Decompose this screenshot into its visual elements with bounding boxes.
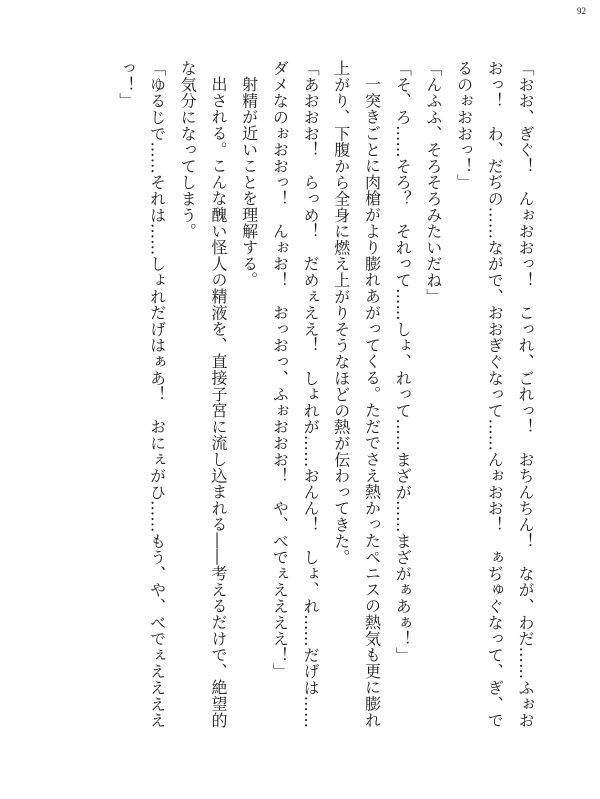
paragraph-dialogue: 「んふふ、そろそろみたいだね」 — [423, 60, 443, 305]
paragraph-narration: 出される。こんな醜い怪人の精液を、直接子宮に流し込まれる――考えるだけで、絶望的な気分になってしまう。 — [178, 60, 228, 728]
vertical-text-body — [70, 60, 540, 740]
page-number: 92 — [577, 6, 586, 16]
paragraph-dialogue: 「おお、ぎぐ！ んぉおおっ！ こっれ、ごれっ！ おちんちん！ なが、わだ……ふぉおおっ！ わ、だぢの……ながで、おおぎぐなって……んぉおお！ ぁぢゅぐなって、ぎ、でるのぉおおっ！」 — [454, 60, 535, 729]
paragraph-dialogue: 「あおおお！ らっめ！ だめぇええ！ しょれが……おんん！ しょ、れ……だげは……ダメなのぉおおっ！ んぉお！ おっおっ、ふぉおおお！ や、べでぇええええ！」 — [270, 60, 321, 729]
paragraph-dialogue: 「ゆるじで……それは……しょれだげはぁあ！ おにぇがひ……もう、や、べでぇええええっ！」 — [116, 60, 167, 729]
paragraph-narration: 射精が近いことを理解する。 — [239, 76, 259, 288]
paragraph-narration: 一突きごとに肉槍がより膨れあがってくる。ただでさえ熱かったペニスの熱気も更に膨れ上がり、下腹から全身に燃え上がりそうなほどの熱が伝わってきた。 — [331, 60, 382, 728]
paragraph-dialogue: 「そ、ろ……そろ？ それって……しょ、れって……まざが……まざがぁあぁ！」 — [393, 60, 413, 664]
